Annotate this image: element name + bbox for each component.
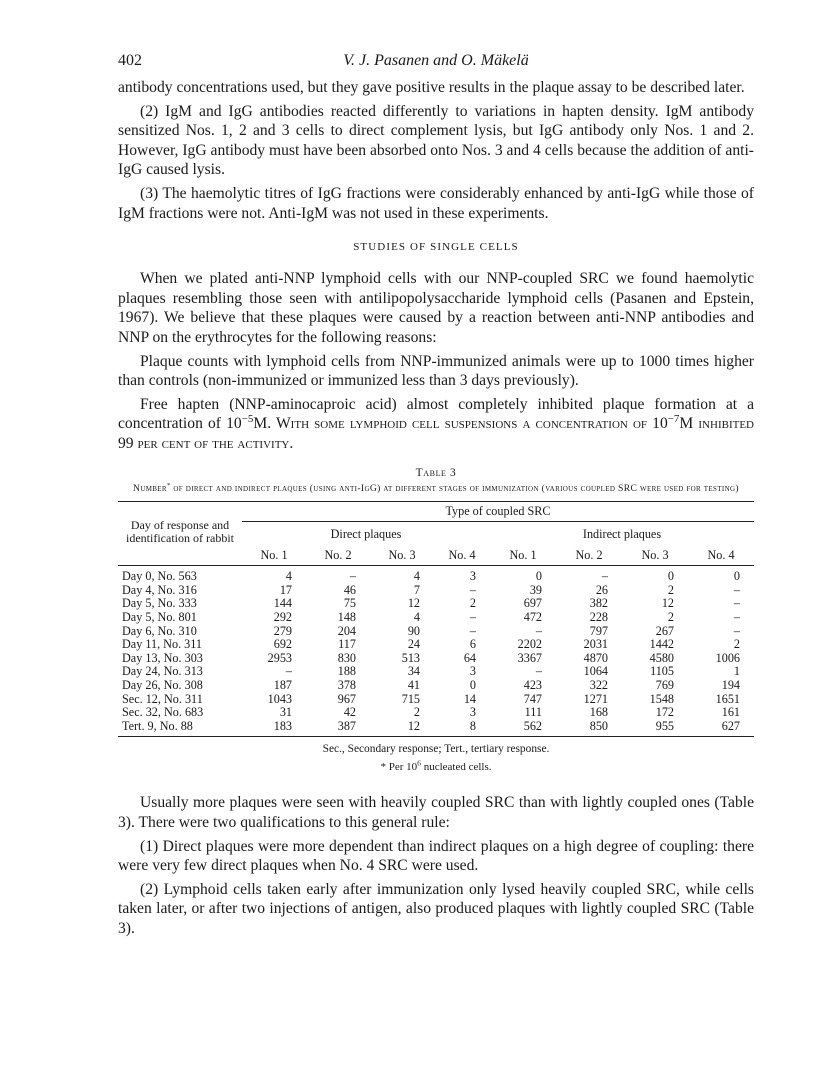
table-cell: 172 (655, 705, 674, 720)
paragraph-plaque-counts: Plaque counts with lymphoid cells from NNP-immunized animals were up to 1000 times higher than controls (non-immunized or immunized less than 3 days previously). (118, 352, 754, 390)
table-cell: 692 (273, 637, 292, 652)
table-row (118, 566, 754, 584)
table-cell: 12 (407, 596, 420, 611)
table-footnote-abbrev: Sec., Secondary response; Tert., tertiary response. (322, 743, 550, 756)
table-cell: 0 (469, 678, 476, 693)
column-header: No. 2 (324, 547, 352, 562)
table-cell: 4580 (649, 650, 674, 665)
table-row (118, 720, 754, 737)
paragraph-point-3: (3) The haemolytic titres of IgG fractions were considerably enhanced by anti-IgG while those of IgM fractions were not. Anti-IgM was not used in these experiments. (118, 184, 754, 222)
row-label: Day 5, No. 333 (122, 596, 197, 611)
table-cell: 1271 (583, 691, 608, 706)
table-cell: 75 (343, 596, 356, 611)
table-cell: 1442 (649, 637, 674, 652)
column-header: No. 4 (707, 547, 735, 562)
table-cell: 24 (407, 637, 420, 652)
row-header: Day of response and identification of rabbit (118, 501, 242, 566)
table-cell: 1105 (650, 664, 674, 679)
column-header: No. 3 (641, 547, 669, 562)
table-cell: 627 (688, 720, 754, 737)
table-cell: 292 (273, 610, 292, 625)
column-header: No. 1 (260, 547, 288, 562)
table-cell: 168 (589, 705, 608, 720)
page-number: 402 (118, 52, 142, 69)
table-row (118, 638, 754, 652)
table-cell: 955 (622, 720, 688, 737)
table-caption: Table 3 (415, 466, 457, 479)
table-cell: 967 (337, 691, 356, 706)
paragraph-qualification-2: (2) Lymphoid cells taken early after immunization only lysed heavily coupled SRC, while cells taken later, or after two injections of antigen, also produced plaques with lightly coupled SRC (Table 3). (118, 880, 754, 937)
table-cell: 4 (285, 569, 292, 584)
table-cell: 0 (667, 569, 674, 584)
table-cell: 2 (667, 582, 674, 597)
table-cell: 8 (434, 720, 490, 737)
running-head: V. J. Pasanen and O. Mäkelä (343, 52, 529, 69)
table-cell: 1006 (715, 650, 740, 665)
table-cell: 3 (469, 569, 476, 584)
table-cell: 279 (273, 623, 292, 638)
table-cell: – (469, 623, 476, 638)
table-cell: 2031 (583, 637, 608, 652)
table-cell: 187 (273, 678, 292, 693)
table-cell: 42 (343, 705, 356, 720)
table-cell: – (601, 569, 608, 584)
table-cell: – (469, 582, 476, 597)
direct-plaques-header: Direct plaques (242, 522, 490, 546)
table-cell: – (469, 610, 476, 625)
table-cell: 472 (523, 610, 542, 625)
table-cell: 26 (595, 582, 608, 597)
table-footnote-unit: * Per $10^6$ nucleated cells. (380, 758, 492, 774)
table-cell: 3 (469, 664, 476, 679)
table-cell: – (535, 664, 542, 679)
column-header: No. 2 (575, 547, 603, 562)
table-cell: 12 (661, 596, 674, 611)
table-cell: 2 (413, 705, 420, 720)
table-cell: 3 (469, 705, 476, 720)
row-label: Day 13, No. 303 (122, 650, 203, 665)
table-cell: 830 (337, 650, 356, 665)
table-cell: 1548 (649, 691, 674, 706)
table-cell: 322 (589, 678, 608, 693)
table-cell: 183 (242, 720, 306, 737)
section-heading: STUDIES OF SINGLE CELLS (353, 241, 519, 254)
table-cell: 1043 (267, 691, 292, 706)
table-cell: 7 (413, 582, 420, 597)
table-cell: – (733, 623, 740, 638)
table-cell: – (733, 596, 740, 611)
paragraph-qualification-1: (1) Direct plaques were more dependent than indirect plaques on a high degree of coupling: there were very few direct plaques when No. 4 SRC were used. (118, 837, 754, 875)
table-row (118, 679, 754, 693)
table-cell: 194 (721, 678, 740, 693)
row-label: Day 26, No. 308 (122, 678, 203, 693)
table-row (118, 665, 754, 679)
paragraph-free-hapten: Free hapten (NNP-aminocaproic acid) almost completely inhibited plaque formation at a concentration of $10^{-5}M$. With some lymphoid cell suspensions a concentration of $10^{-7}M$ inhibited 99 per cent of the activity. (118, 395, 754, 452)
table-cell: 3367 (517, 650, 542, 665)
journal-page (118, 52, 754, 939)
column-header: No. 1 (509, 547, 537, 562)
table-cell: 513 (401, 650, 420, 665)
table-cell: 31 (279, 705, 292, 720)
table-cell: 2 (469, 596, 476, 611)
table-cell: – (733, 610, 740, 625)
table-cell: 1651 (715, 691, 740, 706)
table-cell: 387 (306, 720, 370, 737)
row-label: Day 4, No. 316 (122, 582, 197, 597)
table-cell: 12 (370, 720, 434, 737)
column-header: No. 3 (388, 547, 416, 562)
table-cell: 797 (589, 623, 608, 638)
paragraph-single-cells: When we plated anti-NNP lymphoid cells with our NNP-coupled SRC we found haemolytic plaques resembling those seen with antilipopolysaccharide lymphoid cells (Pasanen and Epstein, 1967). We believe that these plaques were caused by a reaction between anti-NNP antibodies and NNP on the erythrocytes for the following reasons: (118, 270, 754, 346)
table-cell: 204 (337, 623, 356, 638)
indirect-plaques-header: Indirect plaques (490, 522, 754, 546)
table-title: Number* of direct and indirect plaques (using anti-IgG) at different stages of immunization (various coupled SRC were used for testing) (133, 481, 739, 494)
table-cell: 41 (407, 678, 420, 693)
table-cell: 715 (401, 691, 420, 706)
row-label: Tert. 9, No. 88 (118, 720, 242, 737)
table-cell: – (349, 569, 356, 584)
row-label: Day 0, No. 563 (122, 569, 197, 584)
row-label: Day 5, No. 801 (122, 610, 197, 625)
table-cell: 161 (721, 705, 740, 720)
table-cell: 64 (463, 650, 476, 665)
exponent: −7 (667, 413, 680, 426)
page-header (118, 52, 754, 78)
table-cell: – (285, 664, 292, 679)
table-cell: 423 (523, 678, 542, 693)
table-cell: 4870 (583, 650, 608, 665)
table-cell: 378 (337, 678, 356, 693)
table-cell: 4 (413, 610, 420, 625)
table-row (118, 597, 754, 611)
table-cell: 117 (338, 637, 356, 652)
table-cell: 144 (273, 596, 292, 611)
plaque-table (118, 501, 754, 738)
table-row (118, 625, 754, 639)
table-cell: 148 (337, 610, 356, 625)
row-label: Day 11, No. 311 (122, 637, 202, 652)
table-cell: 769 (655, 678, 674, 693)
table-cell: 1064 (583, 664, 608, 679)
table-cell: 747 (523, 691, 542, 706)
table-row (118, 706, 754, 720)
table-cell: 267 (655, 623, 674, 638)
table-cell: 6 (469, 637, 476, 652)
row-label: Day 6, No. 310 (122, 623, 197, 638)
table-cell: 39 (529, 582, 542, 597)
paragraph-point-2: (2) IgM and IgG antibodies reacted differently to variations in hapten density. IgM antibody sensitized Nos. 1, 2 and 3 cells to direct complement lysis, but IgG antibody only Nos. 1 and 2. However, IgG antibody must have been absorbed onto Nos. 3 and 4 cells because the addition of anti-IgG caused lysis. (118, 102, 754, 179)
table-cell: 14 (463, 691, 476, 706)
table-row (118, 693, 754, 707)
table-row (118, 584, 754, 598)
table-cell: 17 (279, 582, 292, 597)
table-cell: 562 (490, 720, 556, 737)
paragraph-coupling: Usually more plaques were seen with heavily coupled SRC than with lightly coupled ones (Table 3). There were two qualifications to this general rule: (118, 794, 754, 831)
table-row (118, 611, 754, 625)
table-cell: 2953 (267, 650, 292, 665)
column-header: No. 4 (448, 547, 476, 562)
exponent: −5 (241, 413, 254, 426)
table-cell: 850 (556, 720, 622, 737)
table-cell: 46 (343, 582, 356, 597)
row-label: Sec. 32, No. 683 (122, 705, 204, 720)
table-cell: 111 (524, 705, 542, 720)
table-cell: 382 (589, 596, 608, 611)
table-cell: 228 (589, 610, 608, 625)
table-cell: 0 (535, 569, 542, 584)
table-cell: 1 (733, 664, 740, 679)
table-cell: 2202 (517, 637, 542, 652)
table-cell: 34 (407, 664, 420, 679)
group-header: Type of coupled SRC (445, 503, 551, 518)
table-cell: 0 (733, 569, 740, 584)
table-cell: 2 (733, 637, 740, 652)
row-label: Day 24, No. 313 (122, 664, 203, 679)
table-cell: – (733, 582, 740, 597)
table-cell: 2 (667, 610, 674, 625)
table-cell: 90 (407, 623, 420, 638)
table-cell: 188 (337, 664, 356, 679)
table-cell: 4 (413, 569, 420, 584)
table-row (118, 652, 754, 666)
table-cell: – (535, 623, 542, 638)
table-cell: 697 (523, 596, 542, 611)
paragraph-continued: antibody concentrations used, but they gave positive results in the plaque assay to be described later. (118, 79, 745, 96)
row-label: Sec. 12, No. 311 (122, 691, 203, 706)
